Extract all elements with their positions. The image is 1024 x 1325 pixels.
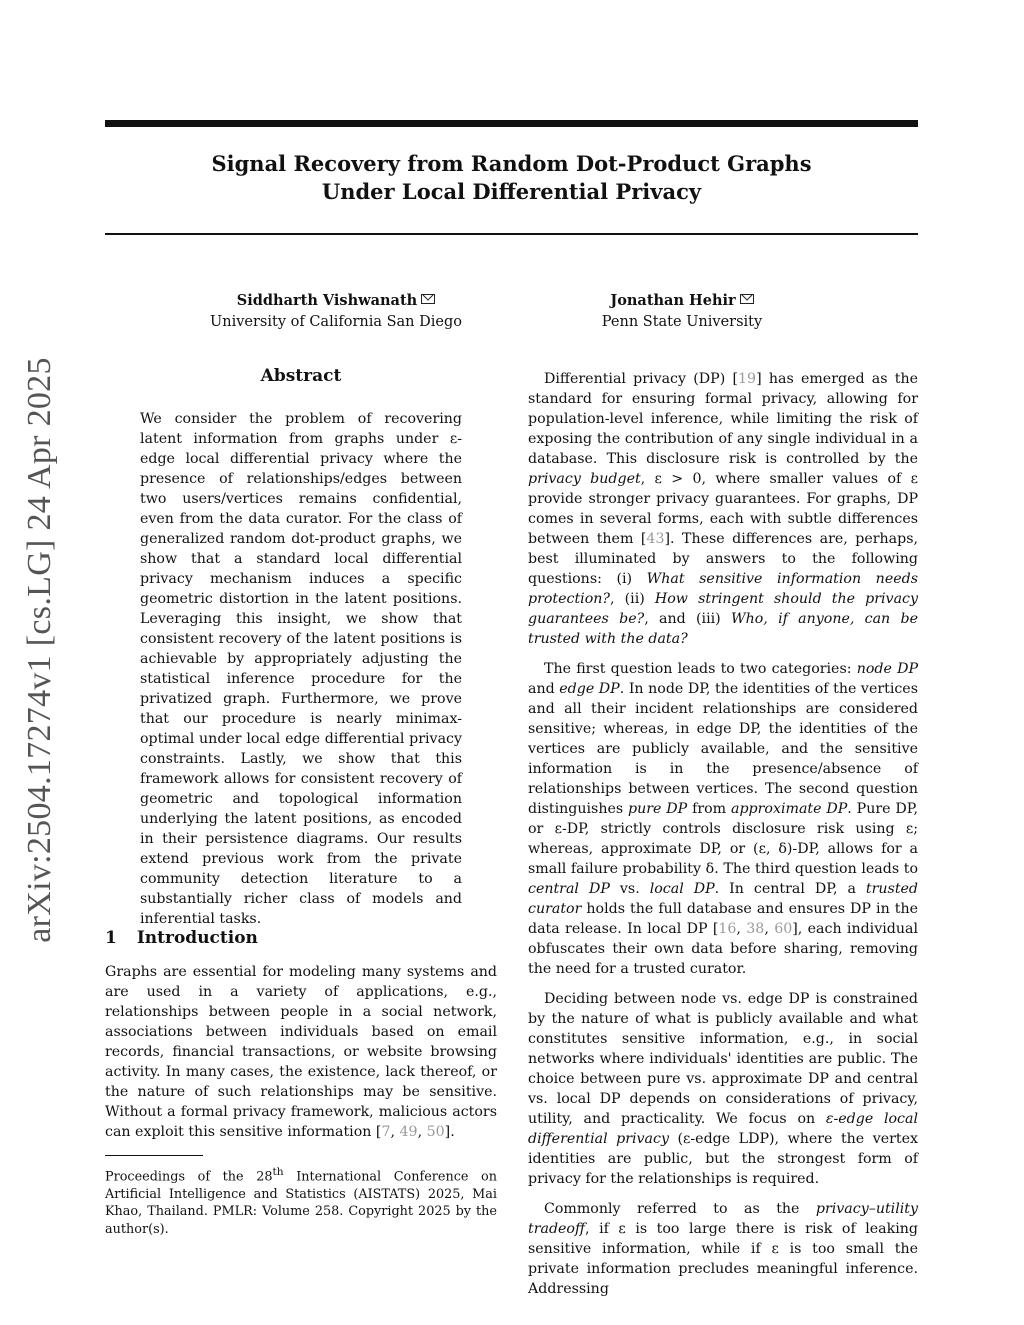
right-column (528, 369, 918, 1309)
author-affiliation: Penn State University (601, 314, 763, 330)
paper-title (105, 150, 918, 206)
envelope-icon[interactable] (740, 294, 754, 304)
section-heading (105, 928, 278, 948)
footnote-rule (105, 1155, 203, 1156)
title-line-2: Under Local Differential Privacy (321, 179, 702, 204)
abstract-heading: Abstract (260, 366, 342, 386)
author-affiliation: University of California San Diego (210, 314, 462, 330)
author-block-2 (502, 290, 862, 333)
paragraph: Commonly referred to as the privacy–utility tradeoff, if ε is too large there is risk of leaking sensitive information, while if ε is too small the private information precludes meaningful inference. Addressing (528, 1201, 918, 1297)
paragraph: The first question leads to two categories: node DP and edge DP. In node DP, the identities of the vertices and all their incident relationships are considered sensitive; whereas, in edge DP, the identities of the vertices are publicly available, and the sensitive information is in the presence/absence of relationships between vertices. The second question distinguishes pure DP from approximate DP. Pure DP, or ε-DP, strictly controls disclosure risk using ε; whereas, approximate DP, or (ε, δ)-DP, allows for a small failure probability δ. The third question leads to central DP vs. local DP. In central DP, a trusted curator holds the full database and ensures DP in the data release. In local DP [16, 38, 60], each individual obfuscates their own data before sharing, removing the need for a trusted curator. (528, 661, 919, 977)
citation-link[interactable]: 38 (746, 921, 765, 937)
citation-link[interactable]: 43 (646, 531, 665, 547)
intro-paragraph: Graphs are essential for modeling many systems and are used in a variety of applications, e.g., relationships between people in a social network, associations between individuals based on email records, financial transactions, or website browsing activity. In many cases, the existence, lack thereof, or the nature of such relationships may be sensitive. Without a formal privacy framework, malicious actors can exploit this sensitive information [7, 49, 50]. (105, 964, 497, 1140)
section-number: 1 (105, 928, 117, 948)
author-block-1 (156, 290, 516, 333)
citation-link[interactable]: 49 (399, 1124, 418, 1140)
title-line-1: Signal Recovery from Random Dot-Product Graphs (211, 151, 812, 176)
citation-link[interactable]: 60 (774, 921, 793, 937)
proceedings-footnote: Proceedings of the 28th International Conference on Artificial Intelligence and Statistics (AISTATS) 2025, Mai Khao, Thailand. PMLR: Volume 258. Copyright 2025 by the author(s). (105, 1165, 497, 1237)
abstract-text: We consider the problem of recovering latent information from graphs under ε-edge local differential privacy where the presence of relationships/edges between two users/vertices remains confidential, even from the data curator. For the class of generalized random dot-product graphs, we show that a standard local differential privacy mechanism induces a specific geometric distortion in the latent positions. Leveraging this insight, we show that consistent recovery of the latent positions is achievable by appropriately adjusting the statistical inference procedure for the privatized graph. Furthermore, we prove that our procedure is nearly minimax-optimal under local edge differential privacy constraints. Lastly, we show that this framework allows for consistent recovery of geometric and topological information underlying the latent positions, as encoded in their persistence diagrams. Our results extend previous work from the private community detection literature to a substantially richer class of models and inferential tasks. (140, 411, 462, 927)
author-name: Jonathan Hehir (610, 292, 736, 309)
citation-link[interactable]: 16 (718, 921, 737, 937)
citation-link[interactable]: 19 (738, 371, 757, 387)
paragraph: Differential privacy (DP) [19] has emerged as the standard for ensuring formal privacy, allowing for population-level inference, while limiting the risk of exposing the contribution of any single individual in a database. This disclosure risk is controlled by the privacy budget, ε > 0, where smaller values of ε provide stronger privacy guarantees. For graphs, DP comes in several forms, each with subtle differences between them [43]. These differences are, perhaps, best illuminated by answers to the following questions: (i) What sensitive information needs protection?, (ii) How stringent should the privacy guarantees be?, and (iii) Who, if anyone, can be trusted with the data? (528, 371, 918, 647)
section-title: Introduction (136, 928, 258, 948)
arxiv-identifier-stamp: arXiv:2504.17274v1 [cs.LG] 24 Apr 2025 (21, 357, 58, 943)
envelope-icon[interactable] (421, 294, 435, 304)
citation-link[interactable]: 7 (381, 1124, 391, 1140)
paragraph: Deciding between node vs. edge DP is constrained by the nature of what is publicly available and what constitutes sensitive information, e.g., in social networks where individuals' identities are public. The choice between pure vs. approximate DP and central vs. local DP depends on considerations of privacy, utility, and practicality. We focus on ε-edge local differential privacy (ε-edge LDP), where the vertex identities are public, but the strongest form of privacy for the relationships is required. (528, 991, 918, 1187)
author-name: Siddharth Vishwanath (236, 292, 418, 309)
title-top-rule (105, 120, 918, 127)
title-bottom-rule (105, 233, 918, 235)
citation-link[interactable]: 50 (426, 1124, 445, 1140)
